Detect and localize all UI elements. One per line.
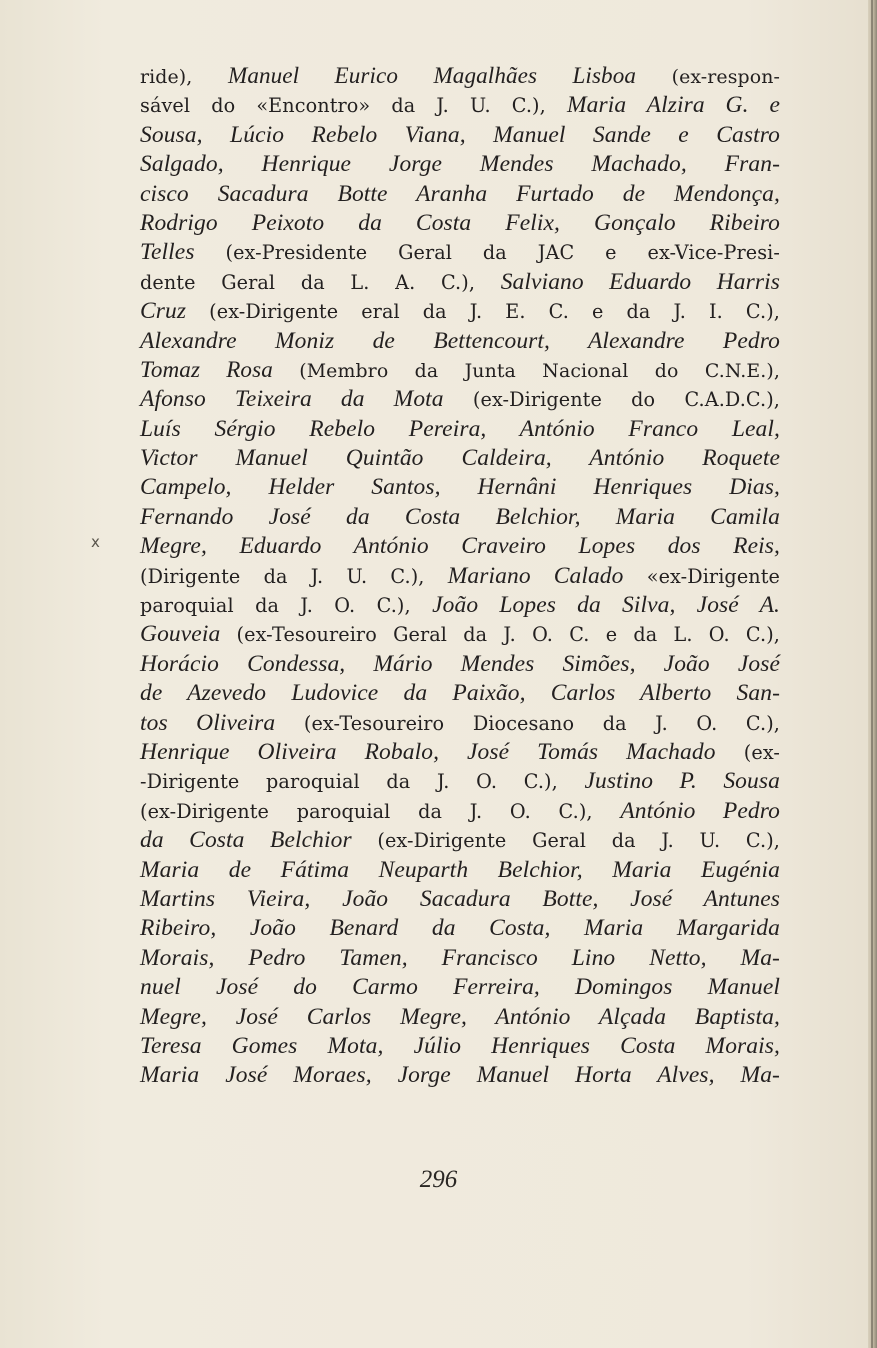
- name-text: Salviano Eduardo Harris: [500, 268, 780, 295]
- text-line: [140, 473, 780, 502]
- description-text: (ex-: [715, 740, 780, 764]
- name-text: Mariano Calado: [447, 562, 624, 589]
- name-text: Martins Vieira, João Sacadura Botte, José Antunes: [140, 885, 780, 912]
- text-line: [140, 444, 780, 473]
- name-text: Horácio Condessa, Mário Mendes Simões, João José: [140, 650, 780, 677]
- name-text: Henrique Oliveira Robalo, José Tomás Machado: [140, 738, 716, 765]
- description-text: dente Geral da L. A. C.),: [140, 270, 501, 294]
- name-text: tos Oliveira: [140, 709, 276, 736]
- name-text: Afonso Teixeira da Mota: [140, 386, 444, 413]
- description-text: (Dirigente da J. U. C.),: [140, 564, 448, 588]
- name-text: nuel José do Carmo Ferreira, Domingos Manuel: [140, 974, 780, 1001]
- text-line: [140, 238, 780, 267]
- text-line: [140, 914, 780, 943]
- description-text: (ex-respon-: [636, 66, 780, 88]
- name-text: Maria José Moraes, Jorge Manuel Horta Alves, Ma-: [140, 1062, 780, 1089]
- description-text: (ex-Presidente Geral da JAC e ex-Vice-Presi-: [194, 241, 780, 265]
- name-text: Sousa, Lúcio Rebelo Viana, Manuel Sande e Castro: [140, 121, 780, 148]
- name-text: cisco Sacadura Botte Aranha Furtado de Mendonça,: [140, 180, 780, 207]
- name-text: Fernando José da Costa Belchior, Maria Camila: [140, 503, 780, 530]
- name-text: Justino P. Sousa: [584, 768, 780, 795]
- description-text: (ex-Tesoureiro Diocesano da J. O. C.),: [275, 711, 780, 735]
- description-text: ride),: [140, 66, 228, 88]
- text-line: [140, 415, 780, 444]
- name-text: Alexandre Moniz de Bettencourt, Alexandre Pedro: [140, 327, 780, 354]
- name-text: João Lopes da Silva, José A.: [432, 592, 780, 619]
- text-line: [140, 679, 780, 708]
- description-text: sável do «Encontro» da J. U. C.),: [140, 94, 567, 118]
- text-line: [140, 180, 780, 209]
- text-line: [140, 797, 780, 826]
- margin-mark: x: [91, 533, 100, 551]
- text-line: [140, 356, 780, 385]
- name-text: Telles: [140, 239, 195, 266]
- page-number: 296: [419, 1166, 458, 1193]
- name-text: Campelo, Helder Santos, Hernâni Henriques Dias,: [140, 474, 780, 501]
- body-text: [140, 62, 780, 1091]
- description-text: «ex-Dirigente: [623, 564, 780, 588]
- description-text: (ex-Dirigente eral da J. E. C. e da J. I. C.),: [186, 300, 780, 324]
- text-line: [140, 503, 780, 532]
- name-text: Megre, Eduardo António Craveiro Lopes dos Reis,: [140, 533, 780, 560]
- description-text: (Membro da Junta Nacional do C.N.E.),: [272, 359, 781, 382]
- description-text: (ex-Tesoureiro Geral da J. O. C. e da L. O. C.),: [220, 623, 780, 647]
- text-line: [140, 650, 780, 679]
- text-line: [140, 591, 780, 620]
- name-text: Salgado, Henrique Jorge Mendes Machado, Fran-: [140, 151, 780, 178]
- description-text: (ex-Dirigente paroquial da J. O. C.),: [140, 799, 621, 823]
- text-line: [140, 826, 780, 855]
- description-text: paroquial da J. O. C.),: [140, 594, 433, 618]
- name-text: Rodrigo Peixoto da Costa Felix, Gonçalo Ribeiro: [140, 209, 780, 236]
- text-line: [140, 1003, 780, 1032]
- text-line: [140, 738, 780, 767]
- name-text: Morais, Pedro Tamen, Francisco Lino Netto, Ma-: [140, 944, 780, 971]
- name-text: Megre, José Carlos Megre, António Alçada Baptista,: [140, 1003, 780, 1030]
- text-line: [140, 268, 780, 297]
- text-line: [140, 1032, 780, 1061]
- text-line: [140, 767, 780, 796]
- text-line: [140, 620, 780, 649]
- text-line: [140, 121, 780, 150]
- text-line: [140, 709, 780, 738]
- name-text: António Pedro: [620, 797, 780, 824]
- text-line: [140, 532, 780, 561]
- text-line: [140, 209, 780, 238]
- text-line: [140, 944, 780, 973]
- description-text: -Dirigente paroquial da J. O. C.),: [140, 770, 585, 794]
- name-text: Tomaz Rosa: [140, 356, 273, 383]
- text-line: [140, 91, 780, 120]
- description-text: (ex-Dirigente Geral da J. U. C.),: [351, 829, 780, 853]
- name-text: Cruz: [140, 298, 187, 325]
- text-line: [140, 150, 780, 179]
- text-line: [140, 385, 780, 414]
- text-line: [140, 1061, 780, 1090]
- text-line: [140, 62, 780, 91]
- name-text: Manuel Eurico Magalhães Lisboa: [227, 63, 637, 89]
- name-text: Maria Alzira G. e: [566, 92, 780, 119]
- name-text: de Azevedo Ludovice da Paixão, Carlos Alberto San-: [140, 680, 780, 707]
- name-text: Maria de Fátima Neuparth Belchior, Maria Eugénia: [140, 856, 780, 883]
- text-line: [140, 297, 780, 326]
- text-line: [140, 856, 780, 885]
- page-edge-shadow: [871, 0, 873, 1348]
- text-line: [140, 973, 780, 1002]
- name-text: Ribeiro, João Benard da Costa, Maria Margarida: [140, 915, 780, 942]
- name-text: Teresa Gomes Mota, Júlio Henriques Costa Morais,: [140, 1032, 780, 1059]
- name-text: Luís Sérgio Rebelo Pereira, António Franco Leal,: [140, 415, 780, 442]
- name-text: Gouveia: [140, 621, 221, 648]
- name-text: da Costa Belchior: [140, 827, 352, 854]
- text-line: [140, 327, 780, 356]
- text-line: [140, 885, 780, 914]
- text-line: [140, 562, 780, 591]
- name-text: Victor Manuel Quintão Caldeira, António Roquete: [140, 445, 780, 472]
- description-text: (ex-Dirigente do C.A.D.C.),: [443, 388, 780, 412]
